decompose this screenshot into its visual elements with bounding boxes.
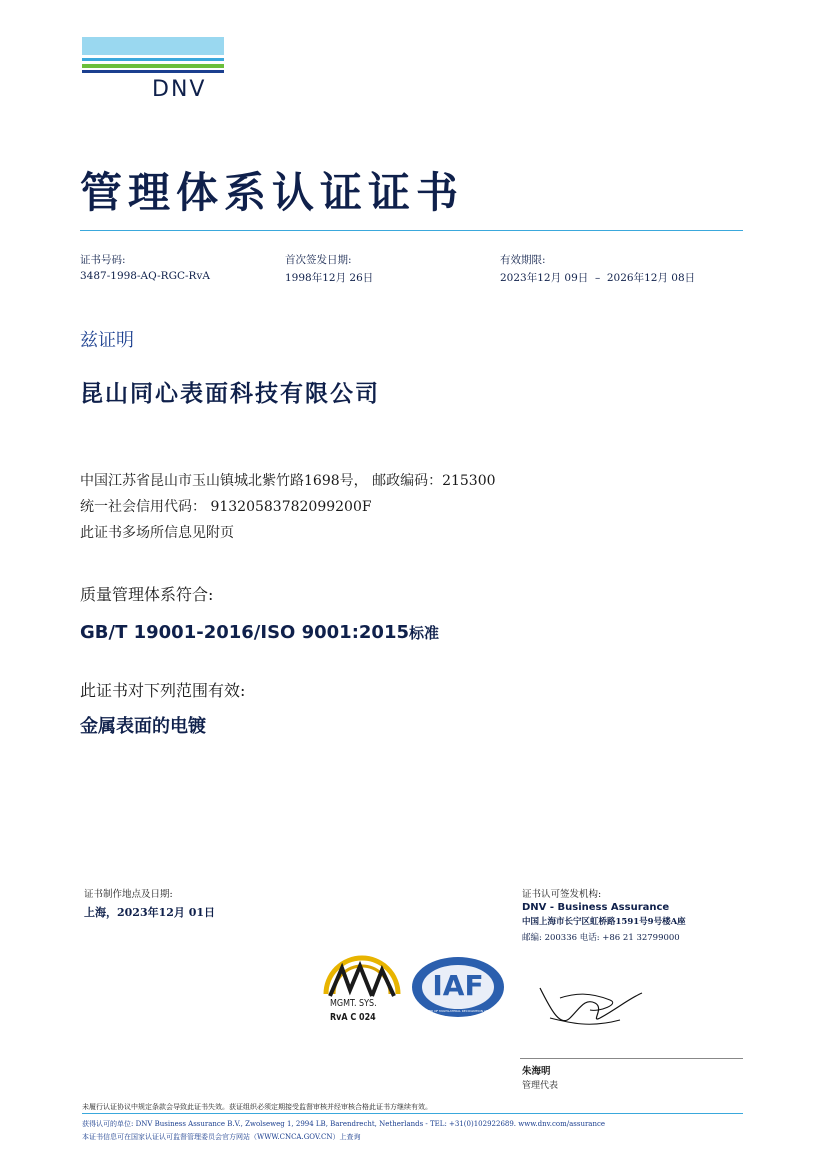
- logo-wordmark: DNV: [152, 77, 207, 102]
- validity-value: 2023年12月 09日 – 2026年12月 08日: [500, 272, 696, 284]
- handwritten-signature: [530, 978, 650, 1038]
- footer-accreditation-unit: 获得认可的单位: DNV Business Assurance B.V., Zwolseweg 1, 2994 LB, Barendrecht, Netherlands - TEL: +31(0)102922689. www.dnv.com/assurance: [82, 1120, 606, 1128]
- issuer-label: 证书认可签发机构:: [522, 889, 602, 900]
- scope-text: 金属表面的电镀: [80, 716, 206, 737]
- issuer-contact: 邮编: 200336 电话: +86 21 32799000: [522, 933, 680, 943]
- logo-band-navy: [82, 70, 224, 73]
- initial-issue-label: 首次签发日期:: [285, 254, 352, 266]
- signature-scribble-icon: [530, 978, 650, 1038]
- logo-band-green: [82, 64, 224, 68]
- certificate-number-label: 证书号码:: [80, 254, 126, 266]
- certificate-title: 管理体系认证证书: [80, 168, 465, 217]
- signatory-title: 管理代表: [522, 1081, 559, 1091]
- signatory-name: 朱海明: [522, 1066, 551, 1077]
- dnv-logo: [82, 37, 224, 102]
- footer-divider: [82, 1113, 743, 1114]
- address-line: 中国江苏省昆山市玉山镇城北紫竹路1698号， 邮政编码：215300: [80, 473, 496, 489]
- issue-value: 上海，2023年12月 01日: [84, 906, 216, 919]
- rva-arc-icon: [320, 950, 406, 1000]
- multisite-note: 此证书多场所信息见附页: [80, 525, 234, 541]
- standard-line: [80, 622, 439, 643]
- company-name: 昆山同心表面科技有限公司: [80, 380, 380, 407]
- title-divider: [80, 230, 743, 231]
- standard-intro: 质量管理体系符合:: [80, 585, 214, 604]
- iaf-ring-text: MEMBER OF MULTILATERAL RECOGNITION ARRANGEMENT: [420, 1009, 508, 1013]
- scope-intro: 此证书对下列范围有效:: [80, 681, 246, 700]
- validity-label: 有效期限:: [500, 254, 546, 266]
- initial-issue-value: 1998年12月 26日: [285, 272, 374, 284]
- standard-code: GB/T 19001-2016/ISO 9001:2015: [80, 622, 410, 643]
- logo-band-light-blue: [82, 37, 224, 55]
- logo-band-blue: [82, 58, 224, 61]
- standard-suffix: 标准: [409, 624, 440, 642]
- issue-label: 证书制作地点及日期:: [84, 889, 173, 900]
- issuer-address: 中国上海市长宁区虹桥路1591号9号楼A座: [522, 917, 686, 927]
- certificate-number-value: 3487-1998-AQ-RGC-RvA: [80, 270, 210, 282]
- footer-validity-note: 未履行认证协议中规定条款会导致此证书失效。获证组织必须定期接受监督审核并经审核合格此证书方继续有效。: [82, 1103, 432, 1111]
- issuer-name: DNV - Business Assurance: [522, 902, 670, 913]
- rva-badge-text-1: MGMT. SYS.: [330, 998, 377, 1009]
- certify-intro: 兹证明: [80, 330, 134, 351]
- credit-code-line: 统一社会信用代码： 91320583782099200F: [80, 499, 372, 515]
- rva-badge-text-2: RvA C 024: [330, 1012, 376, 1023]
- iaf-badge: [410, 955, 506, 1019]
- iaf-text: IAF: [432, 969, 484, 1002]
- footer-cnca-note: 本证书信息可在国家认证认可监督管理委员会官方网站（WWW.CNCA.GOV.CN）上查询: [82, 1133, 361, 1141]
- signature-line: [520, 1058, 743, 1059]
- rva-accreditation-badge: [320, 950, 406, 1034]
